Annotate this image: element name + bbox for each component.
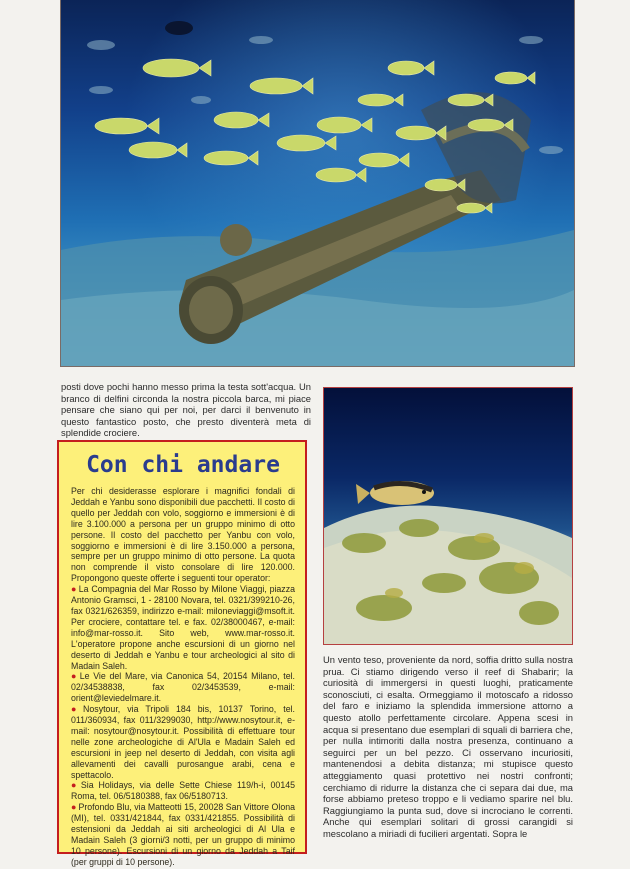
operator-item <box>71 802 295 867</box>
operator-text: Sia Holidays, via delle Sette Chiese 119/h-i, 00145 Roma, tel. 06/5180388, fax 06/5180713. <box>71 780 295 802</box>
bullet-icon: ● <box>71 704 82 715</box>
bullet-icon: ● <box>71 802 77 813</box>
photo-shipwreck-cannon-fish <box>60 0 575 367</box>
photo-coral-reef-fish <box>323 387 573 645</box>
bullet-icon: ● <box>71 671 78 682</box>
operator-text: Le Vie del Mare, via Canonica 54, 20154 Milano, tel. 02/34538838, fax 02/3453539, e-mail: orient@leviedelmare.it. <box>71 671 295 704</box>
bullet-icon: ● <box>71 780 79 791</box>
operator-item <box>71 780 295 802</box>
intro-paragraph: posti dove pochi hanno messo prima la testa sott'acqua. Un branco di delfini circonda la nostra piccola barca, mi piace pensare che siano qui per noi, per darci il benvenuto in questo fantastico posto, che presto diventerà meta di splendide crociere. <box>61 381 311 439</box>
coral-scene-illustration <box>324 388 572 644</box>
operator-text: La Compagnia del Mar Rosso by Milone Viaggi, piazza Antonio Gramsci, 1 - 28100 Novara, tel. 0321/399210-26, fax 0321/626359, indirizzo e-mail: miloneviaggi@msoft.it. Per crociere, contattare tel. e fax. 02/38000467, e-mail: info@mar-rosso.it. Sito web, www.mar-rosso.it. L'operatore propone anche escursioni di un giorno nel deserto di Jeddah e Yanbu e tour archeologici al sito di Madain Saleh. <box>71 584 295 671</box>
operator-text: Profondo Blu, via Matteotti 15, 20028 San Vittore Olona (MI), tel. 0331/421844, fax 0331/421855. Possibilità di estensioni da Jeddah ai siti archeologici di Al Ula e Madain Saleh (3 giorni/3 notti, per un gruppo di minimo 10 persone). Escursioni di un giorno da Jeddah a Taif (per gruppi di 10 persone). <box>71 802 295 867</box>
sidebar-title: Con chi andare <box>86 452 280 478</box>
bullet-icon: ● <box>71 584 77 595</box>
operator-text: Nosytour, via Tripoli 184 bis, 10137 Torino, tel. 011/360934, fax 011/3299030, http://www.nosytour.it, e-mail: nosytour@nosytour.it. Possibilità di effettuare tour nelle zone archeologiche di Al'Ula e Madain Saleh ed escursioni in jeep nel deserto di Jeddah, con visita agli allevamenti dei cavalli purosangue arabi, cena e spettacolo. <box>71 704 296 780</box>
sidebar-intro: Per chi desiderasse esplorare i magnifici fondali di Jeddah e Yanbu sono disponibili due pacchetti. Il costo di quello per Jeddah con volo, soggiorno e immersioni è di lire 3.100.000 a persona per un gruppo minimo di otto persone. Il costo del pacchetto per Yanbu con volo, soggiorno e immersioni è di lire 3.150.000 a persona, sempre per un gruppo minimo di otto persone. La quota non comprende il visto consolare di lire 120.000. Propongono queste offerte i seguenti tour operator: <box>71 486 295 584</box>
operator-item <box>71 671 295 704</box>
underwater-scene-illustration <box>61 0 574 366</box>
operator-item <box>71 584 295 671</box>
sidebar-box-tour-operators <box>57 440 307 867</box>
main-paragraph: Un vento teso, proveniente da nord, soffia dritto sulla nostra prua. Ci stiamo dirigendo verso il reef di Shabarir; la curiosità di immergersi in questi luoghi, praticamente sconosciuti, ci esalta. Ormeggiamo il motoscafo a ridosso del faro e iniziamo la splendida immersione attorno a questo atollo perfettamente circolare. Appena scesi in acqua si presentano due esemplari di squali di barriera che, per nulla intimoriti dalla nostra presenza, continuano a seguirci per un bel pezzo. Ci osservano incuriositi, mantenendosi a debita distanza; mi stupisce questo atteggiamento quasi protettivo nei nostri confronti; cerchiamo di ridurre la distanza che ci separa dai due, ma forse abbiamo preteso troppo e li vediamo sparire nel blu. Raggiungiamo la punta sud, dove si incrociano le correnti. Anche qui esemplari solitari di grossi carangidi si mescolano a miriadi di fucilieri argentati. Sopra le <box>323 654 573 839</box>
operator-item <box>71 704 295 780</box>
